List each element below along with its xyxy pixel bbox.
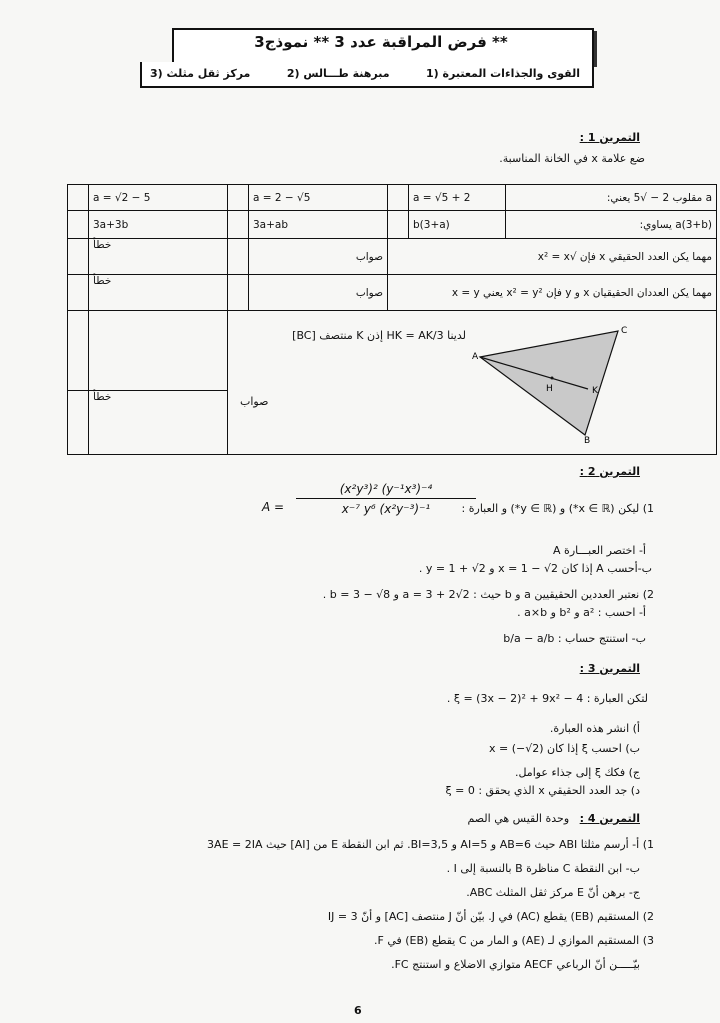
exercise2-title: التمرين 2 :	[579, 465, 640, 478]
triangle-figure	[472, 325, 658, 446]
page-number: 6	[354, 1004, 362, 1017]
formula-a	[296, 482, 476, 516]
checkbox-cell[interactable]	[228, 275, 249, 311]
exercise3-item-b: ب) احسب ξ إذا كان x = (−√2)	[489, 742, 640, 755]
figure-cell	[228, 311, 717, 455]
exercise1-instruction: ضع علامة x في الخانة المناسبة.	[499, 152, 645, 165]
exercise4-item-3b: بيّـــــن أنّ الرباعي AECF متوازي الاضلاع و استنتج FC.	[391, 958, 640, 971]
exercise4-item-1b: ب- ابن النقطة C مناظرة B بالنسبة إلى I .	[446, 862, 640, 875]
blank-cell	[68, 311, 89, 391]
formula-numerator: (x²y³)² (y⁻¹x³)⁻⁴	[296, 482, 476, 499]
exercise3-item-d: د) جد العدد الحقيقي x الذي يحقق : ξ = 0	[445, 784, 640, 797]
blank-cell	[89, 311, 228, 391]
checkbox-cell[interactable]	[228, 239, 249, 275]
checkbox-cell[interactable]	[228, 185, 249, 211]
point-h	[551, 377, 554, 380]
checkbox-cell[interactable]	[388, 211, 409, 239]
label-b: B	[584, 436, 591, 446]
exercise4-header	[467, 812, 640, 825]
option-cell: b(3+a)	[409, 211, 506, 239]
option-cell: a = 2 − √5	[249, 185, 388, 211]
checkbox-cell[interactable]	[68, 185, 89, 211]
false-label: خطأ	[89, 239, 228, 275]
exercise4-item-2: 2) المستقيم (EB) يقطع (AC) في J. بيّن أنّ J منتصف [AC] و أنّ IJ = 3	[327, 910, 654, 923]
formula-lhs: A =	[262, 500, 285, 514]
exercise2-item-a: أ- اختصر العبـــارة A	[553, 544, 646, 557]
option-cell: a = √5 + 2	[409, 185, 506, 211]
page-title: فرض المراقبة عدد 3 ** نموذج3 **	[254, 33, 508, 51]
label-h: H	[546, 384, 553, 394]
exercise4-item-3: 3) المستقيم الموازي لـ (AE) و المار من C يقطع (EB) في F.	[374, 934, 654, 947]
true-label: صواب	[240, 395, 269, 408]
question-cell: مهما يكن العدد الحقيقي x فإن √x² = x	[388, 239, 717, 275]
formula-denominator: x⁻⁷ y⁶ (x²y⁻³)⁻¹	[341, 502, 431, 516]
answer-table	[67, 184, 717, 455]
topic-2: 2) مبرهنة طـــالس	[286, 67, 390, 80]
figure-statement: لدينا HK = AK/3 إذن K منتصف [BC]	[292, 329, 466, 342]
exercise3-item-a: أ) انشر هذه العبارة.	[549, 722, 640, 735]
exercise3-item-c: ج) فكك ξ إلى جذاء عوامل.	[514, 766, 640, 779]
question-cell: مهما يكن العددان الحقيقيان x و y فإن x² = y² يعني x = y	[388, 275, 717, 311]
false-label: خطأ	[89, 391, 228, 455]
exercise4-title: التمرين 4 :	[579, 812, 640, 825]
checkbox-cell[interactable]	[68, 211, 89, 239]
option-cell: a = √2 − 5	[89, 185, 228, 211]
exercise4-item-1c: ج- برهن أنّ E مركز ثقل المثلث ABC.	[466, 886, 640, 899]
question-cell: a(3+b) يساوي:	[506, 211, 717, 239]
question-cell: a مقلوب 2 − √5 يعني:	[506, 185, 717, 211]
exercise3-title: التمرين 3 :	[579, 662, 640, 675]
label-a: A	[472, 352, 479, 362]
topics-line	[150, 67, 580, 80]
true-label: صواب	[249, 275, 388, 311]
true-label: صواب	[249, 239, 388, 275]
exercise1-title: التمرين 1 :	[579, 131, 640, 144]
exercise2-item-2b: ب- استنتج حساب : b/a − a/b	[503, 632, 646, 645]
option-cell: 3a+ab	[249, 211, 388, 239]
triangle-abc	[480, 331, 618, 435]
label-c: C	[621, 326, 628, 336]
checkbox-cell[interactable]	[68, 275, 89, 311]
topic-3: 3) مركز ثقل مثلث	[150, 67, 251, 80]
option-cell: 3a+3b	[89, 211, 228, 239]
exercise2-item-b: ب-أحسب A إذا كان x = 1 − √2 و y = 1 + √2 .	[418, 562, 652, 575]
exercise3-intro: لتكن العبارة : ξ = (3x − 2)² + 9x² − 4 .	[446, 692, 648, 705]
exercise2-intro: 1) ليكن (x ∈ ℝ*) و (y ∈ ℝ*) و العبارة :	[461, 502, 654, 515]
false-label: خطأ	[89, 275, 228, 311]
exercise2-item-2: 2) نعتبر العددين الحقيقيين a و b حيث : a = 3 + 2√2 و b = 3 − √8 .	[322, 588, 654, 601]
checkbox-cell[interactable]	[68, 239, 89, 275]
checkbox-cell[interactable]	[228, 211, 249, 239]
checkbox-cell[interactable]	[68, 391, 89, 455]
exercise4-item-1a: 1) أ- أرسم مثلثا ABI حيث AB=6 و AI=5 و BI=3,5. ثم ابن النقطة E من [AI] حيث 3AE = 2IA	[207, 838, 654, 851]
exercise2-item-2a: أ- احسب : a² و b² و a×b .	[517, 606, 646, 619]
checkbox-cell[interactable]	[388, 185, 409, 211]
label-k: K	[592, 386, 598, 396]
topic-1: 1) القوى والجذاءات المعتبرة	[425, 67, 580, 80]
exercise4-unit: وحدة القيس هي الصم	[467, 812, 570, 825]
